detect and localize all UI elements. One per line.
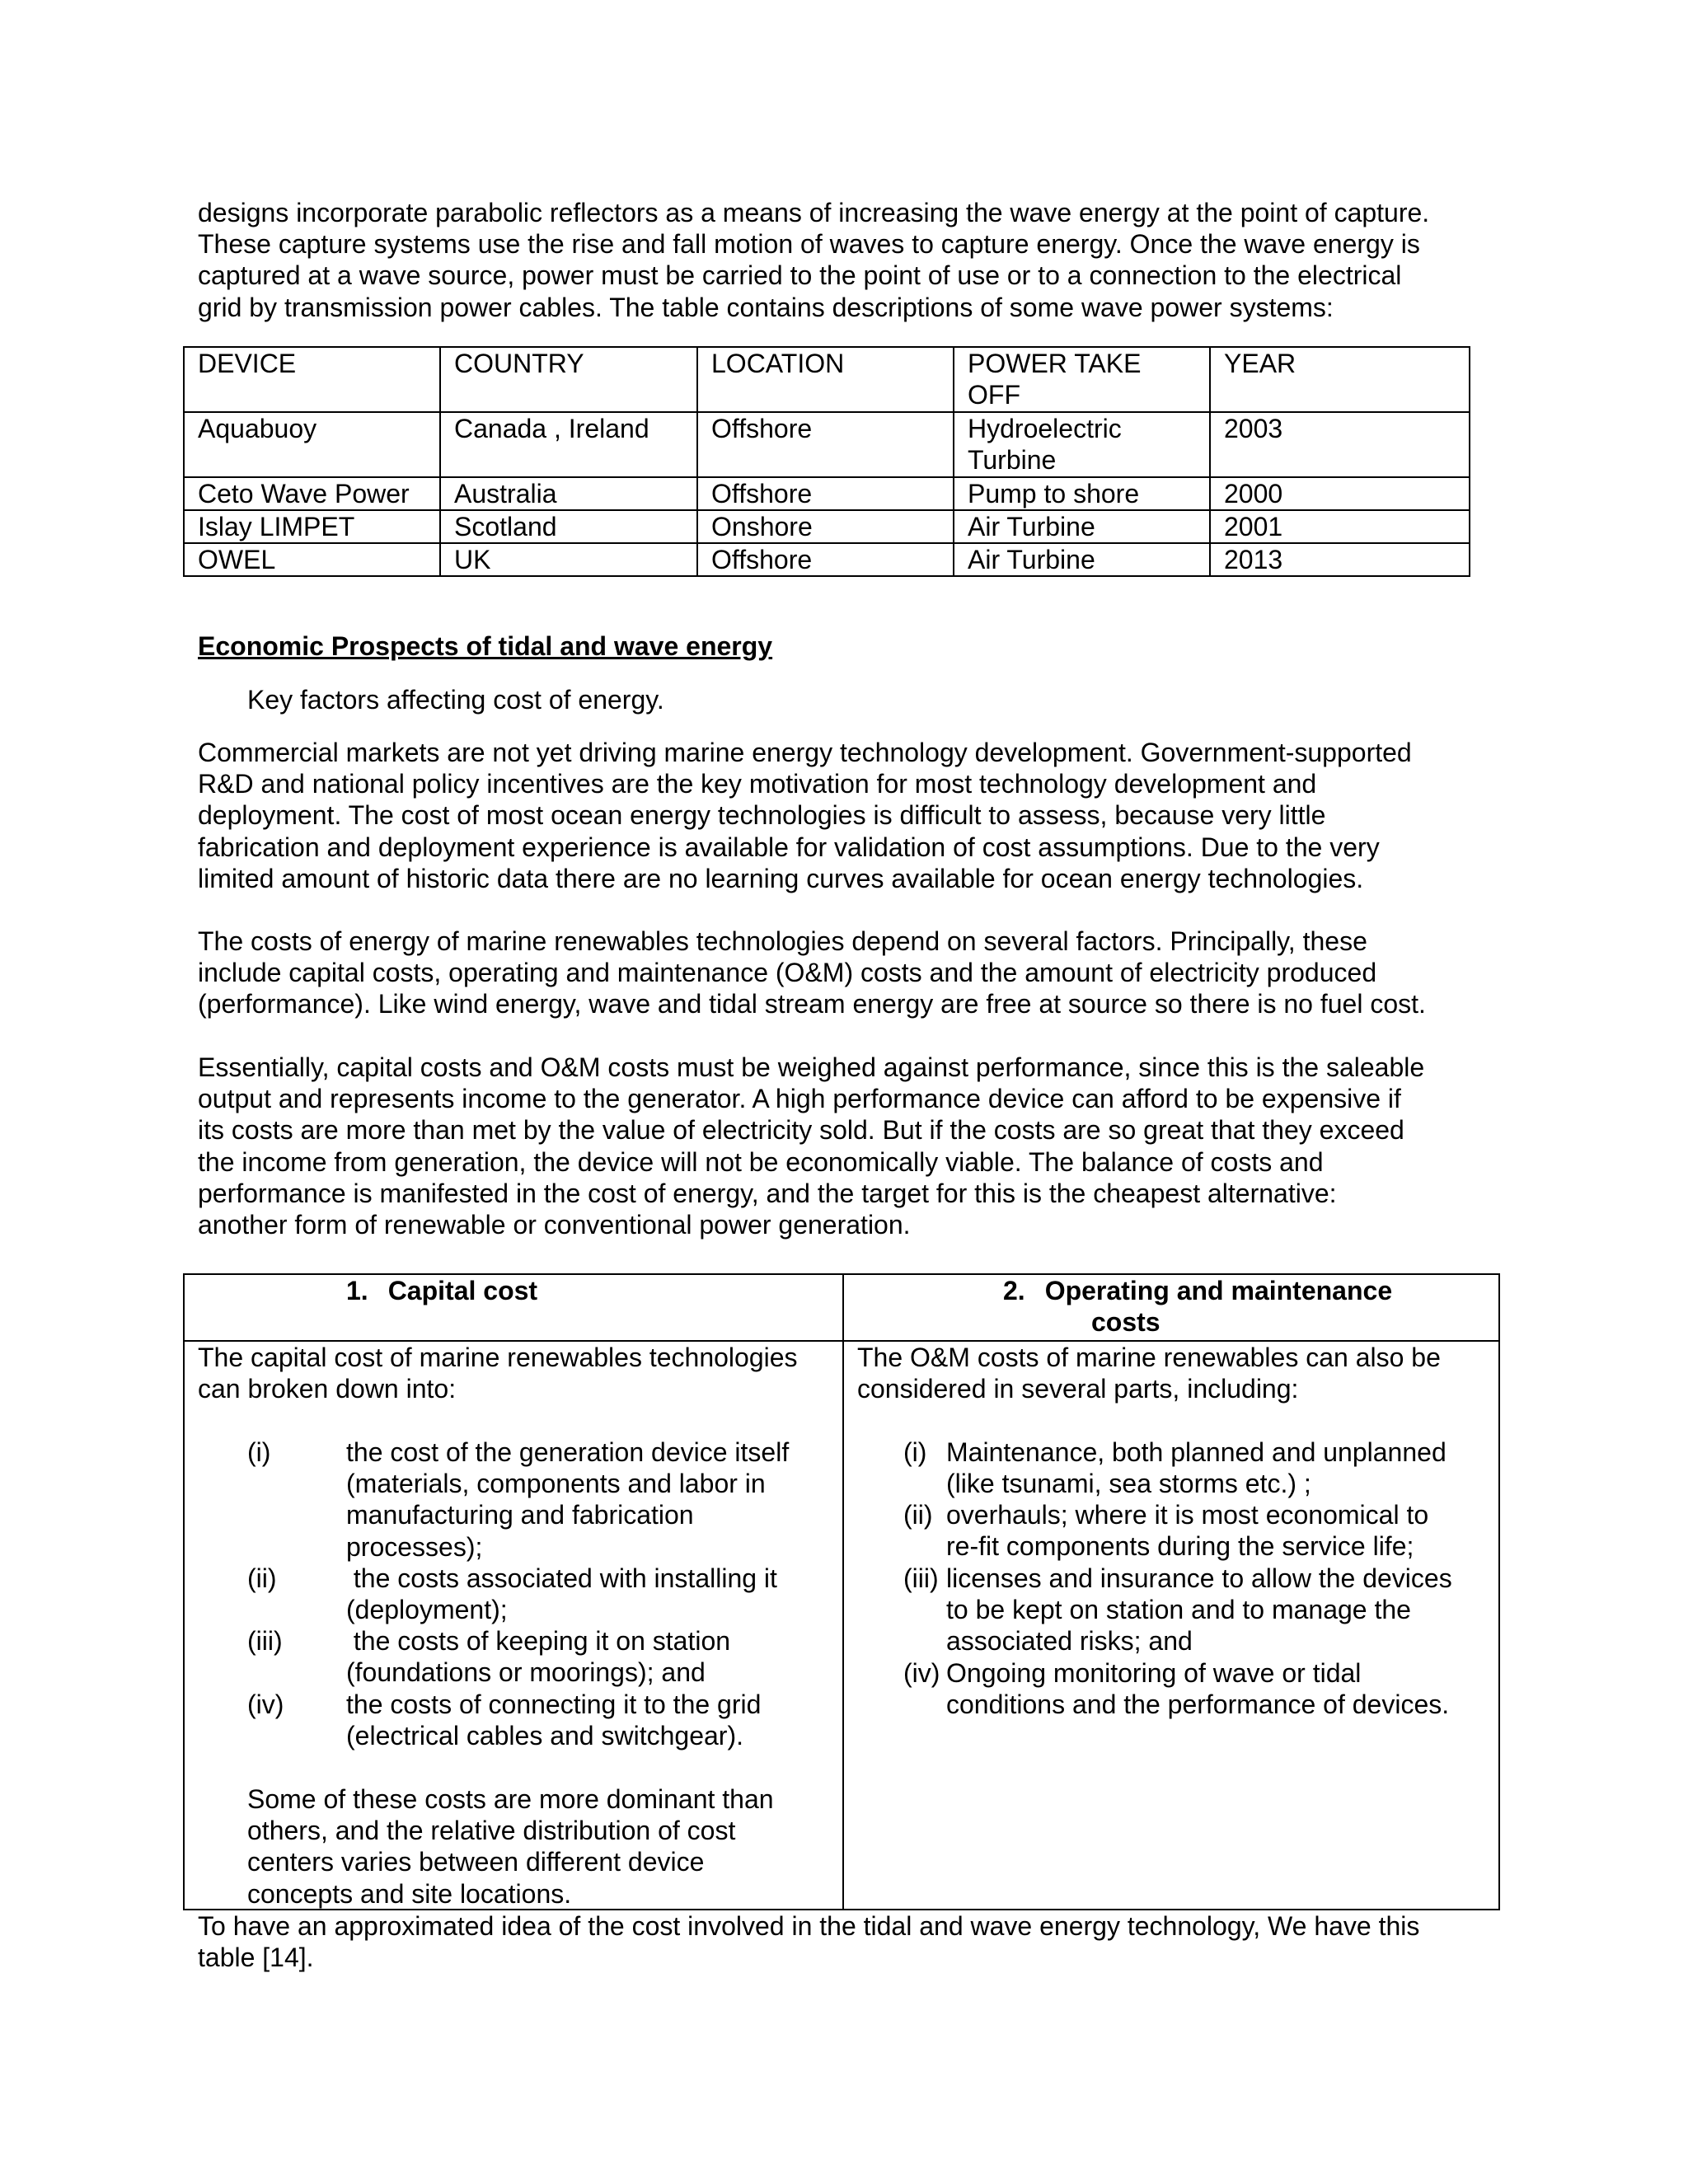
cell-power-line: Hydroelectric <box>968 414 1122 443</box>
cell-year: 2003 <box>1210 412 1470 477</box>
text-line: (like tsunami, sea storms etc.) ; <box>946 1469 1311 1499</box>
text-line: output and represents income to the generator. A high performance device can afford to be expensive if <box>198 1084 1401 1114</box>
text-line: Essentially, capital costs and O&M costs must be weighed against performance, since this is the saleable <box>198 1052 1425 1082</box>
wave-power-table <box>183 346 1470 577</box>
om-cost-heading-cont: costs <box>1091 1307 1160 1337</box>
text-line: the cost of the generation device itself <box>346 1437 790 1467</box>
cell-year: 2001 <box>1210 510 1470 543</box>
column-divider <box>842 1275 844 1909</box>
heading-title: Operating and maintenance <box>1044 1276 1393 1305</box>
text-line: the costs associated with installing it <box>346 1563 777 1593</box>
text-line: (foundations or moorings); and <box>346 1657 706 1688</box>
table-header-row <box>184 347 1470 412</box>
text-line: The capital cost of marine renewables technologies <box>198 1343 798 1372</box>
cell-country: Canada , Ireland <box>440 412 697 477</box>
cell-power: Pump to shore <box>954 477 1210 510</box>
heading-number: 2. <box>1003 1276 1025 1305</box>
section-heading: Economic Prospects of tidal and wave energy <box>198 631 773 661</box>
header-power-line: POWER TAKE <box>968 349 1142 378</box>
cost-table <box>183 1273 1500 1910</box>
text-line: The O&M costs of marine renewables can also be <box>857 1343 1441 1372</box>
header-power-take-off <box>954 347 1210 412</box>
text-line: (electrical cables and switchgear). <box>346 1721 743 1751</box>
text-line: performance is manifested in the cost of energy, and the target for this is the cheapest alternative: <box>198 1178 1337 1208</box>
text-line: The costs of energy of marine renewables technologies depend on several factors. Principally, these <box>198 926 1367 956</box>
cell-device: Ceto Wave Power <box>184 477 440 510</box>
text-line: table [14]. <box>198 1943 314 1973</box>
text-line: can broken down into: <box>198 1374 457 1404</box>
text-line: (deployment); <box>346 1595 508 1625</box>
text-line: limited amount of historic data there are no learning curves available for ocean energy technologies. <box>198 863 1364 893</box>
cell-device: Islay LIMPET <box>184 510 440 543</box>
header-device: DEVICE <box>184 347 440 412</box>
paragraph-2 <box>198 926 1500 1020</box>
list-number: (iii) <box>903 1563 939 1593</box>
cell-year: 2000 <box>1210 477 1470 510</box>
header-country: COUNTRY <box>440 347 697 412</box>
header-power-line: OFF <box>968 380 1020 410</box>
text-line: These capture systems use the rise and fall motion of waves to capture energy. Once the wave energy is <box>198 229 1420 260</box>
capital-note <box>247 1783 774 1910</box>
text-line: deployment. The cost of most ocean energy technologies is difficult to assess, because very little <box>198 800 1326 831</box>
heading-title: Capital cost <box>387 1276 538 1305</box>
cell-year: 2013 <box>1210 543 1470 576</box>
text-line: overhauls; where it is most economical to <box>946 1500 1429 1530</box>
text-line: Some of these costs are more dominant than <box>247 1784 774 1814</box>
text-line: associated risks; and <box>946 1626 1193 1657</box>
header-location: LOCATION <box>697 347 954 412</box>
list-number: (i) <box>903 1437 927 1467</box>
list-number: (iv) <box>247 1690 284 1719</box>
cell-device: Aquabuoy <box>184 412 440 477</box>
text-line: Maintenance, both planned and unplanned <box>946 1437 1447 1467</box>
om-intro <box>857 1342 1441 1404</box>
paragraph-3 <box>198 1052 1500 1240</box>
text-line: captured at a wave source, power must be carried to the point of use or to a connection to the electrical <box>198 260 1402 291</box>
list-number: (ii) <box>903 1500 933 1530</box>
text-line: another form of renewable or conventional power generation. <box>198 1210 911 1240</box>
heading-number: 1. <box>346 1276 368 1305</box>
cell-location: Offshore <box>697 412 954 477</box>
list-number: (iii) <box>247 1626 283 1656</box>
text-line: the costs of connecting it to the grid <box>346 1690 762 1719</box>
list-number: (iv) <box>903 1658 940 1688</box>
text-line: re-fit components during the service life; <box>946 1531 1414 1562</box>
text-line: designs incorporate parabolic reflectors as a means of increasing the wave energy at the point of capture. <box>198 198 1430 227</box>
table-row <box>184 477 1470 510</box>
om-cost-heading <box>1003 1275 1392 1306</box>
cell-power <box>954 412 1210 477</box>
list-number: (ii) <box>247 1563 277 1593</box>
table-row <box>184 510 1470 543</box>
table-row <box>184 543 1470 576</box>
text-line: to be kept on station and to manage the <box>946 1595 1411 1625</box>
cell-country: UK <box>440 543 697 576</box>
paragraph-1 <box>198 737 1500 894</box>
cell-country: Scotland <box>440 510 697 543</box>
text-line: its costs are more than met by the value of electricity sold. But if the costs are so great that they exceed <box>198 1115 1404 1146</box>
text-line: fabrication and deployment experience is available for validation of cost assumptions. Due to the very <box>198 832 1380 862</box>
capital-intro <box>198 1342 798 1404</box>
cell-country: Australia <box>440 477 697 510</box>
cell-location: Offshore <box>697 543 954 576</box>
text-line: the costs of keeping it on station <box>346 1626 731 1656</box>
text-line: R&D and national policy incentives are the key motivation for most technology development and <box>198 769 1317 799</box>
cell-power: Air Turbine <box>954 543 1210 576</box>
cell-power: Air Turbine <box>954 510 1210 543</box>
text-line: Commercial markets are not yet driving marine energy technology development. Government-supported <box>198 738 1412 767</box>
text-line: concepts and site locations. <box>247 1878 572 1909</box>
list-number: (i) <box>247 1437 271 1467</box>
intro-paragraph <box>198 197 1500 323</box>
text-line: To have an approximated idea of the cost involved in the tidal and wave energy technology, We have this <box>198 1911 1420 1941</box>
text-line: centers varies between different device <box>247 1847 705 1877</box>
cell-device: OWEL <box>184 543 440 576</box>
text-line: (materials, components and labor in <box>346 1469 766 1499</box>
text-line: grid by transmission power cables. The table contains descriptions of some wave power systems: <box>198 292 1334 322</box>
text-line: processes); <box>346 1531 483 1562</box>
closing-paragraph <box>198 1910 1419 1973</box>
text-line: others, and the relative distribution of cost <box>247 1816 736 1846</box>
subheading: Key factors affecting cost of energy. <box>247 685 664 715</box>
text-line: considered in several parts, including: <box>857 1374 1299 1404</box>
capital-cost-heading <box>346 1275 537 1306</box>
header-year: YEAR <box>1210 347 1470 412</box>
text-line: Ongoing monitoring of wave or tidal <box>946 1658 1362 1688</box>
cell-power-line: Turbine <box>968 445 1057 475</box>
cell-location: Offshore <box>697 477 954 510</box>
text-line: conditions and the performance of devices. <box>946 1690 1450 1720</box>
text-line: manufacturing and fabrication <box>346 1500 694 1530</box>
table-row <box>184 412 1470 477</box>
cell-location: Onshore <box>697 510 954 543</box>
text-line: the income from generation, the device will not be economically viable. The balance of costs and <box>198 1146 1324 1177</box>
text-line: (performance). Like wind energy, wave and tidal stream energy are free at source so there is no fuel cost. <box>198 989 1426 1019</box>
text-line: include capital costs, operating and maintenance (O&M) costs and the amount of electricity produced <box>198 958 1377 988</box>
text-line: licenses and insurance to allow the devices <box>946 1563 1452 1593</box>
